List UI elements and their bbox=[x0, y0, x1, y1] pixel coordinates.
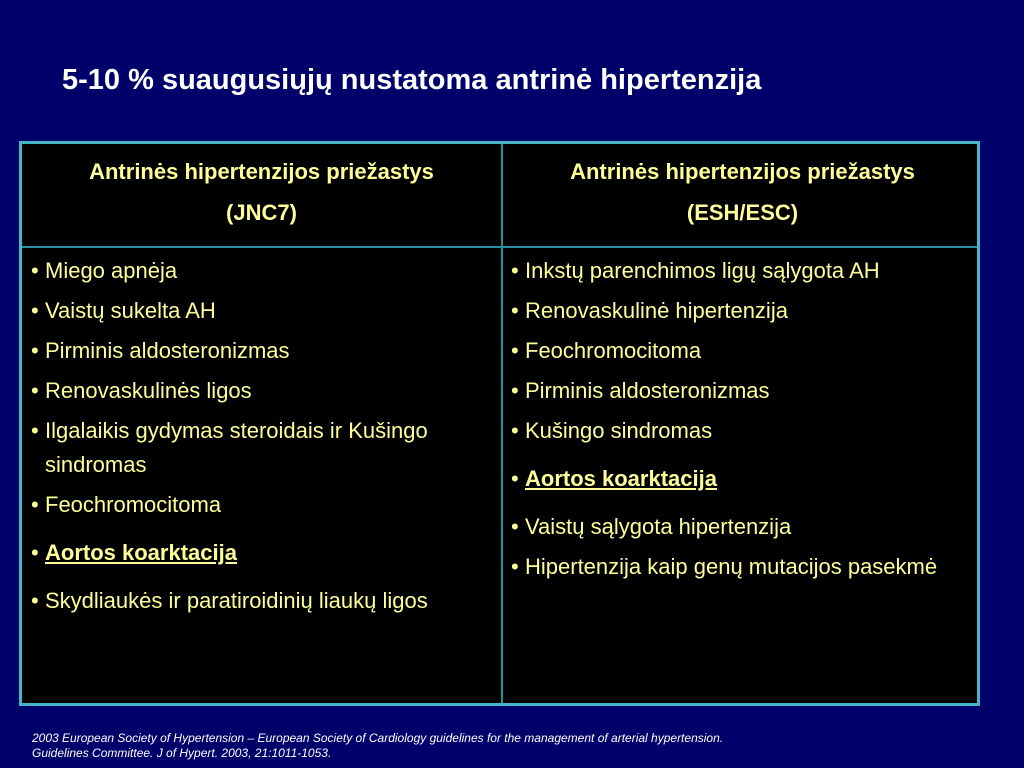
header-subtitle: (ESH/ESC) bbox=[686, 200, 799, 225]
list-item-highlighted: • Aortos koarktacija bbox=[31, 536, 493, 570]
reference-footnote bbox=[32, 731, 723, 761]
causes-table bbox=[19, 141, 980, 706]
list-item: • Feochromocitoma bbox=[31, 488, 493, 522]
list-item: • Hipertenzija kaip genų mutacijos pasekmė bbox=[511, 550, 973, 584]
slide-title: 5-10 % suaugusiųjų nustatoma antrinė hipertenzija bbox=[62, 64, 762, 96]
header-title: Antrinės hipertenzijos priežastys bbox=[89, 159, 434, 184]
jnc7-causes-list bbox=[31, 254, 493, 624]
list-item: • Pirminis aldosteronizmas bbox=[511, 374, 973, 408]
list-item: • Renovaskulinė hipertenzija bbox=[511, 294, 973, 328]
list-item: • Feochromocitoma bbox=[511, 334, 973, 368]
header-title: Antrinės hipertenzijos priežastys bbox=[570, 159, 915, 184]
list-item-highlighted: • Aortos koarktacija bbox=[511, 462, 973, 496]
list-item: • Miego apnėja bbox=[31, 254, 493, 288]
list-item: • Vaistų sąlygota hipertenzija bbox=[511, 510, 973, 544]
list-item: • Vaistų sukelta AH bbox=[31, 294, 493, 328]
footnote-line: Guidelines Committee. J of Hypert. 2003, 21:1011-1053. bbox=[32, 746, 332, 760]
list-item: • Kušingo sindromas bbox=[511, 414, 973, 448]
list-item: • Skydliaukės ir paratiroidinių liaukų ligos bbox=[31, 584, 493, 618]
list-item: • Inkstų parenchimos ligų sąlygota AH bbox=[511, 254, 973, 288]
footnote-line: 2003 European Society of Hypertension – European Society of Cardiology guidelines for the management of arterial hypertension. bbox=[32, 731, 724, 745]
list-item: • Ilgalaikis gydymas steroidais ir Kušingo sindromas bbox=[31, 414, 493, 482]
header-divider bbox=[22, 246, 977, 248]
list-item: • Pirminis aldosteronizmas bbox=[31, 334, 493, 368]
header-subtitle: (JNC7) bbox=[226, 200, 297, 225]
table-header-esh-esc bbox=[503, 151, 982, 233]
table-header-jnc7 bbox=[22, 151, 501, 233]
esh-esc-causes-list bbox=[511, 254, 973, 590]
list-item: • Renovaskulinės ligos bbox=[31, 374, 493, 408]
